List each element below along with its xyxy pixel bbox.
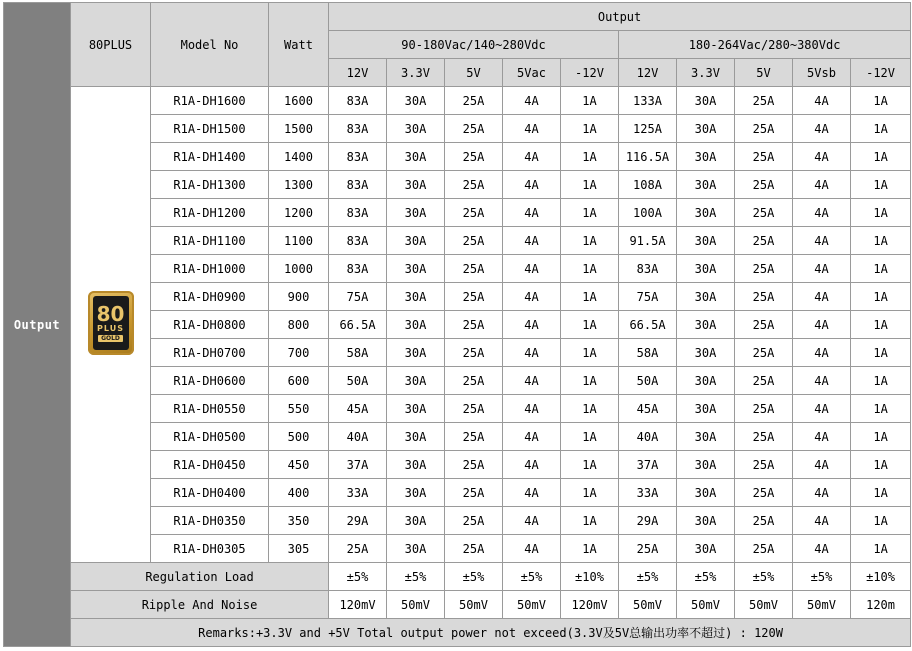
current-cell-range-b: 1A: [851, 143, 911, 171]
current-cell-range-a: 25A: [445, 535, 503, 563]
watt-cell: 1200: [269, 199, 329, 227]
current-cell-range-a: 25A: [445, 283, 503, 311]
current-cell-range-a: 30A: [387, 87, 445, 115]
current-cell-range-a: 4A: [503, 451, 561, 479]
model-no-cell: R1A-DH0350: [151, 507, 269, 535]
watt-cell: 1100: [269, 227, 329, 255]
current-cell-range-b: 1A: [851, 171, 911, 199]
current-cell-range-a: 1A: [561, 87, 619, 115]
model-no-cell: R1A-DH1500: [151, 115, 269, 143]
current-cell-range-a: 1A: [561, 227, 619, 255]
current-cell-range-a: 30A: [387, 367, 445, 395]
remarks-row: [4, 619, 911, 647]
current-cell-range-b: 1A: [851, 227, 911, 255]
model-no-cell: R1A-DH0700: [151, 339, 269, 367]
current-cell-range-b: 1A: [851, 451, 911, 479]
current-cell-range-b: 116.5A: [619, 143, 677, 171]
ripple-noise-value: 120mV: [561, 591, 619, 619]
current-cell-range-b: 1A: [851, 507, 911, 535]
current-cell-range-a: 30A: [387, 535, 445, 563]
current-cell-range-b: 25A: [735, 87, 793, 115]
current-cell-range-b: 4A: [793, 227, 851, 255]
current-cell-range-b: 1A: [851, 535, 911, 563]
model-no-cell: R1A-DH1600: [151, 87, 269, 115]
current-cell-range-a: 4A: [503, 255, 561, 283]
ripple-noise-label: Ripple And Noise: [71, 591, 329, 619]
regulation-load-value: ±5%: [445, 563, 503, 591]
subheader-a-rail: 3.3V: [387, 59, 445, 87]
model-no-cell: R1A-DH0500: [151, 423, 269, 451]
current-cell-range-a: 4A: [503, 479, 561, 507]
ripple-noise-value: 50mV: [387, 591, 445, 619]
watt-cell: 550: [269, 395, 329, 423]
current-cell-range-b: 29A: [619, 507, 677, 535]
table-row: [4, 87, 911, 115]
current-cell-range-a: 83A: [329, 143, 387, 171]
current-cell-range-b: 133A: [619, 87, 677, 115]
model-no-cell: R1A-DH1000: [151, 255, 269, 283]
current-cell-range-a: 1A: [561, 479, 619, 507]
current-cell-range-b: 4A: [793, 423, 851, 451]
regulation-load-value: ±5%: [793, 563, 851, 591]
current-cell-range-a: 83A: [329, 199, 387, 227]
current-cell-range-a: 25A: [445, 479, 503, 507]
current-cell-range-a: 25A: [445, 311, 503, 339]
ripple-noise-value: 50mV: [445, 591, 503, 619]
current-cell-range-a: 40A: [329, 423, 387, 451]
current-cell-range-a: 4A: [503, 395, 561, 423]
watt-cell: 1300: [269, 171, 329, 199]
current-cell-range-b: 108A: [619, 171, 677, 199]
current-cell-range-b: 25A: [735, 199, 793, 227]
current-cell-range-b: 1A: [851, 255, 911, 283]
current-cell-range-a: 83A: [329, 255, 387, 283]
current-cell-range-a: 30A: [387, 311, 445, 339]
output-spec-table: [3, 2, 911, 647]
current-cell-range-b: 4A: [793, 143, 851, 171]
current-cell-range-b: 25A: [735, 115, 793, 143]
current-cell-range-a: 58A: [329, 339, 387, 367]
current-cell-range-a: 4A: [503, 115, 561, 143]
watt-cell: 900: [269, 283, 329, 311]
model-no-cell: R1A-DH1300: [151, 171, 269, 199]
current-cell-range-a: 25A: [445, 367, 503, 395]
current-cell-range-a: 45A: [329, 395, 387, 423]
current-cell-range-a: 25A: [445, 143, 503, 171]
model-no-cell: R1A-DH0400: [151, 479, 269, 507]
current-cell-range-a: 25A: [445, 451, 503, 479]
current-cell-range-a: 4A: [503, 367, 561, 395]
current-cell-range-a: 83A: [329, 115, 387, 143]
current-cell-range-b: 30A: [677, 535, 735, 563]
current-cell-range-a: 25A: [445, 87, 503, 115]
current-cell-range-a: 1A: [561, 311, 619, 339]
subheader-b-rail: -12V: [851, 59, 911, 87]
ripple-noise-value: 50mV: [735, 591, 793, 619]
current-cell-range-a: 1A: [561, 199, 619, 227]
current-cell-range-a: 83A: [329, 87, 387, 115]
regulation-load-value: ±5%: [619, 563, 677, 591]
current-cell-range-b: 4A: [793, 367, 851, 395]
current-cell-range-b: 30A: [677, 423, 735, 451]
current-cell-range-a: 83A: [329, 171, 387, 199]
badge-plus: PLUS: [97, 324, 124, 333]
ripple-noise-value: 50mV: [677, 591, 735, 619]
current-cell-range-a: 25A: [445, 171, 503, 199]
current-cell-range-b: 4A: [793, 199, 851, 227]
current-cell-range-a: 30A: [387, 479, 445, 507]
ripple-noise-value: 120mV: [329, 591, 387, 619]
current-cell-range-b: 75A: [619, 283, 677, 311]
current-cell-range-a: 1A: [561, 339, 619, 367]
current-cell-range-a: 30A: [387, 339, 445, 367]
current-cell-range-a: 75A: [329, 283, 387, 311]
current-cell-range-a: 1A: [561, 171, 619, 199]
spec-sheet: [3, 2, 910, 648]
current-cell-range-b: 50A: [619, 367, 677, 395]
header-80plus: 80PLUS: [71, 3, 151, 87]
current-cell-range-b: 1A: [851, 115, 911, 143]
current-cell-range-b: 30A: [677, 143, 735, 171]
current-cell-range-a: 25A: [445, 255, 503, 283]
current-cell-range-b: 4A: [793, 395, 851, 423]
current-cell-range-b: 83A: [619, 255, 677, 283]
current-cell-range-b: 4A: [793, 311, 851, 339]
current-cell-range-a: 25A: [445, 423, 503, 451]
current-cell-range-b: 1A: [851, 339, 911, 367]
model-no-cell: R1A-DH1400: [151, 143, 269, 171]
header-output: Output: [329, 3, 911, 31]
current-cell-range-a: 4A: [503, 199, 561, 227]
subheader-a-rail: 12V: [329, 59, 387, 87]
current-cell-range-a: 30A: [387, 395, 445, 423]
current-cell-range-b: 25A: [735, 507, 793, 535]
current-cell-range-a: 25A: [445, 339, 503, 367]
current-cell-range-b: 91.5A: [619, 227, 677, 255]
current-cell-range-b: 1A: [851, 283, 911, 311]
current-cell-range-b: 4A: [793, 115, 851, 143]
current-cell-range-a: 25A: [445, 115, 503, 143]
current-cell-range-b: 30A: [677, 115, 735, 143]
current-cell-range-a: 30A: [387, 423, 445, 451]
model-no-cell: R1A-DH0550: [151, 395, 269, 423]
current-cell-range-a: 4A: [503, 171, 561, 199]
current-cell-range-b: 40A: [619, 423, 677, 451]
current-cell-range-b: 30A: [677, 255, 735, 283]
current-cell-range-a: 33A: [329, 479, 387, 507]
current-cell-range-b: 30A: [677, 199, 735, 227]
current-cell-range-b: 4A: [793, 255, 851, 283]
current-cell-range-b: 37A: [619, 451, 677, 479]
current-cell-range-b: 25A: [735, 227, 793, 255]
current-cell-range-a: 1A: [561, 535, 619, 563]
remarks-text: Remarks:+3.3V and +5V Total output power not exceed(3.3V及5V总输出功率不超过) : 120W: [71, 619, 911, 647]
current-cell-range-b: 1A: [851, 395, 911, 423]
current-cell-range-a: 4A: [503, 507, 561, 535]
current-cell-range-a: 66.5A: [329, 311, 387, 339]
ripple-noise-value: 50mV: [503, 591, 561, 619]
current-cell-range-b: 1A: [851, 311, 911, 339]
side-label-output: Output: [4, 3, 71, 647]
current-cell-range-b: 58A: [619, 339, 677, 367]
current-cell-range-a: 4A: [503, 339, 561, 367]
current-cell-range-a: 1A: [561, 143, 619, 171]
current-cell-range-b: 25A: [735, 367, 793, 395]
regulation-load-value: ±5%: [735, 563, 793, 591]
ripple-noise-value: 120m: [851, 591, 911, 619]
current-cell-range-b: 30A: [677, 87, 735, 115]
current-cell-range-b: 1A: [851, 87, 911, 115]
current-cell-range-a: 1A: [561, 423, 619, 451]
regulation-load-label: Regulation Load: [71, 563, 329, 591]
current-cell-range-a: 29A: [329, 507, 387, 535]
current-cell-range-b: 4A: [793, 87, 851, 115]
watt-cell: 400: [269, 479, 329, 507]
current-cell-range-b: 30A: [677, 395, 735, 423]
current-cell-range-b: 30A: [677, 367, 735, 395]
80plus-gold-badge-cell: [71, 87, 151, 563]
watt-cell: 305: [269, 535, 329, 563]
current-cell-range-a: 4A: [503, 311, 561, 339]
watt-cell: 1500: [269, 115, 329, 143]
current-cell-range-a: 30A: [387, 255, 445, 283]
current-cell-range-a: 30A: [387, 507, 445, 535]
header-model-no: Model No: [151, 3, 269, 87]
current-cell-range-b: 30A: [677, 451, 735, 479]
current-cell-range-a: 30A: [387, 227, 445, 255]
current-cell-range-a: 4A: [503, 227, 561, 255]
regulation-load-row: [4, 563, 911, 591]
current-cell-range-a: 30A: [387, 199, 445, 227]
watt-cell: 1400: [269, 143, 329, 171]
ripple-noise-value: 50mV: [619, 591, 677, 619]
current-cell-range-b: 4A: [793, 507, 851, 535]
model-no-cell: R1A-DH1200: [151, 199, 269, 227]
header-watt: Watt: [269, 3, 329, 87]
current-cell-range-b: 30A: [677, 283, 735, 311]
subheader-a-rail: -12V: [561, 59, 619, 87]
current-cell-range-a: 4A: [503, 423, 561, 451]
current-cell-range-b: 25A: [735, 143, 793, 171]
model-no-cell: R1A-DH0450: [151, 451, 269, 479]
regulation-load-value: ±5%: [677, 563, 735, 591]
current-cell-range-b: 66.5A: [619, 311, 677, 339]
current-cell-range-b: 25A: [735, 395, 793, 423]
current-cell-range-a: 1A: [561, 507, 619, 535]
current-cell-range-a: 25A: [445, 395, 503, 423]
current-cell-range-b: 30A: [677, 507, 735, 535]
current-cell-range-b: 4A: [793, 451, 851, 479]
subheader-a-rail: 5V: [445, 59, 503, 87]
current-cell-range-b: 125A: [619, 115, 677, 143]
current-cell-range-a: 30A: [387, 171, 445, 199]
model-no-cell: R1A-DH1100: [151, 227, 269, 255]
regulation-load-value: ±5%: [329, 563, 387, 591]
current-cell-range-b: 25A: [735, 423, 793, 451]
subheader-a-rail: 5Vac: [503, 59, 561, 87]
watt-cell: 450: [269, 451, 329, 479]
ripple-noise-row: [4, 591, 911, 619]
current-cell-range-a: 25A: [445, 199, 503, 227]
current-cell-range-b: 1A: [851, 423, 911, 451]
badge-inner: [93, 296, 129, 350]
current-cell-range-a: 4A: [503, 143, 561, 171]
current-cell-range-a: 1A: [561, 367, 619, 395]
current-cell-range-a: 1A: [561, 395, 619, 423]
current-cell-range-b: 4A: [793, 283, 851, 311]
current-cell-range-a: 1A: [561, 115, 619, 143]
current-cell-range-b: 25A: [619, 535, 677, 563]
current-cell-range-b: 4A: [793, 535, 851, 563]
current-cell-range-b: 25A: [735, 283, 793, 311]
current-cell-range-a: 1A: [561, 283, 619, 311]
model-no-cell: R1A-DH0600: [151, 367, 269, 395]
current-cell-range-b: 30A: [677, 227, 735, 255]
watt-cell: 500: [269, 423, 329, 451]
current-cell-range-b: 4A: [793, 171, 851, 199]
current-cell-range-a: 30A: [387, 115, 445, 143]
current-cell-range-a: 1A: [561, 451, 619, 479]
current-cell-range-b: 25A: [735, 255, 793, 283]
current-cell-range-b: 30A: [677, 479, 735, 507]
watt-cell: 600: [269, 367, 329, 395]
watt-cell: 1000: [269, 255, 329, 283]
current-cell-range-b: 25A: [735, 451, 793, 479]
subheader-b-rail: 5Vsb: [793, 59, 851, 87]
badge-80: 80: [96, 302, 125, 326]
subheader-b-rail: 12V: [619, 59, 677, 87]
current-cell-range-a: 30A: [387, 143, 445, 171]
current-cell-range-b: 30A: [677, 339, 735, 367]
current-cell-range-a: 83A: [329, 227, 387, 255]
model-no-cell: R1A-DH0305: [151, 535, 269, 563]
current-cell-range-a: 30A: [387, 283, 445, 311]
current-cell-range-a: 4A: [503, 283, 561, 311]
current-cell-range-b: 30A: [677, 311, 735, 339]
current-cell-range-b: 4A: [793, 479, 851, 507]
ripple-noise-value: 50mV: [793, 591, 851, 619]
current-cell-range-b: 100A: [619, 199, 677, 227]
watt-cell: 1600: [269, 87, 329, 115]
80plus-gold-logo-icon: [88, 291, 134, 355]
watt-cell: 700: [269, 339, 329, 367]
current-cell-range-b: 25A: [735, 535, 793, 563]
current-cell-range-a: 25A: [445, 507, 503, 535]
model-no-cell: R1A-DH0800: [151, 311, 269, 339]
current-cell-range-b: 1A: [851, 479, 911, 507]
current-cell-range-a: 1A: [561, 255, 619, 283]
current-cell-range-b: 25A: [735, 479, 793, 507]
current-cell-range-b: 1A: [851, 367, 911, 395]
regulation-load-value: ±5%: [503, 563, 561, 591]
watt-cell: 350: [269, 507, 329, 535]
current-cell-range-a: 25A: [445, 227, 503, 255]
current-cell-range-b: 4A: [793, 339, 851, 367]
current-cell-range-b: 25A: [735, 311, 793, 339]
regulation-load-value: ±5%: [387, 563, 445, 591]
model-no-cell: R1A-DH0900: [151, 283, 269, 311]
regulation-load-value: ±10%: [561, 563, 619, 591]
subheader-b-rail: 5V: [735, 59, 793, 87]
current-cell-range-a: 50A: [329, 367, 387, 395]
current-cell-range-b: 33A: [619, 479, 677, 507]
current-cell-range-a: 30A: [387, 451, 445, 479]
current-cell-range-b: 25A: [735, 339, 793, 367]
current-cell-range-b: 1A: [851, 199, 911, 227]
subheader-b-rail: 3.3V: [677, 59, 735, 87]
current-cell-range-a: 37A: [329, 451, 387, 479]
badge-gold: GOLD: [98, 335, 123, 342]
current-cell-range-b: 45A: [619, 395, 677, 423]
current-cell-range-b: 30A: [677, 171, 735, 199]
current-cell-range-b: 25A: [735, 171, 793, 199]
current-cell-range-a: 4A: [503, 535, 561, 563]
header-input-range-a: 90-180Vac/140~280Vdc: [329, 31, 619, 59]
current-cell-range-a: 4A: [503, 87, 561, 115]
current-cell-range-a: 25A: [329, 535, 387, 563]
regulation-load-value: ±10%: [851, 563, 911, 591]
watt-cell: 800: [269, 311, 329, 339]
header-input-range-b: 180-264Vac/280~380Vdc: [619, 31, 911, 59]
